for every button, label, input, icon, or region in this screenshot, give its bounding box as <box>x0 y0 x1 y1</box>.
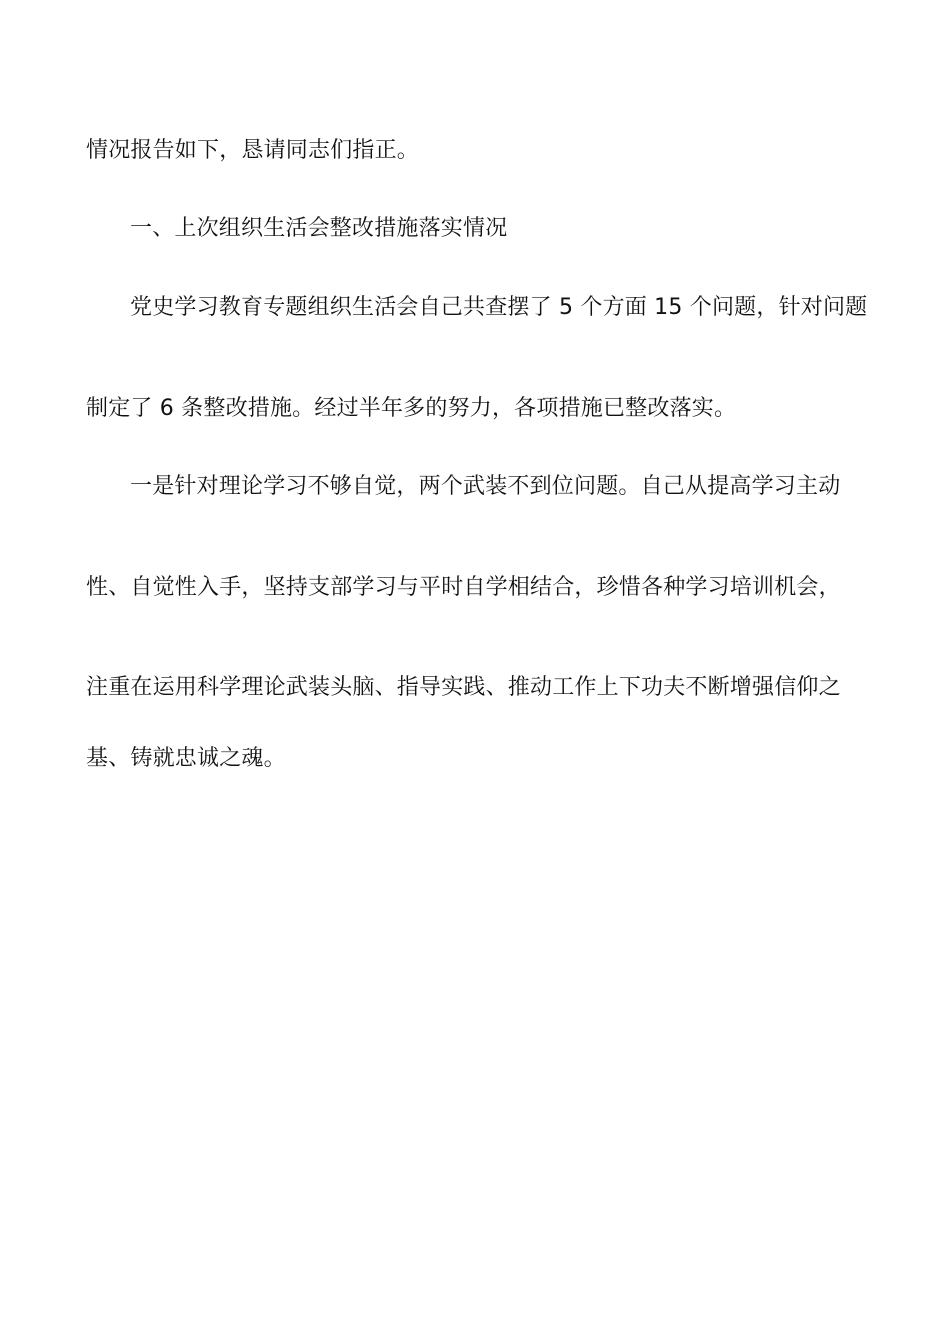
text-line-5: 一是针对理论学习不够自觉，两个武装不到位问题。自己从提高学习主动 <box>130 474 841 499</box>
text-line-4: 制定了 6 条整改措施。经过半年多的努力，各项措施已整改落实。 <box>86 396 737 421</box>
section-heading: 一、上次组织生活会整改措施落实情况 <box>130 216 508 241</box>
text-line-6: 性、自觉性入手，坚持支部学习与平时自学相结合，珍惜各种学习培训机会， <box>86 575 841 600</box>
text-line-3: 党史学习教育专题组织生活会自己共查摆了 5 个方面 15 个问题，针对问题 <box>130 295 868 320</box>
text-line-1: 情况报告如下，恳请同志们指正。 <box>86 138 420 163</box>
text-line-7: 注重在运用科学理论武装头脑、指导实践、推动工作上下功夫不断增强信仰之 <box>86 675 841 700</box>
text-line-8: 基、铸就忠诚之魂。 <box>86 746 286 771</box>
